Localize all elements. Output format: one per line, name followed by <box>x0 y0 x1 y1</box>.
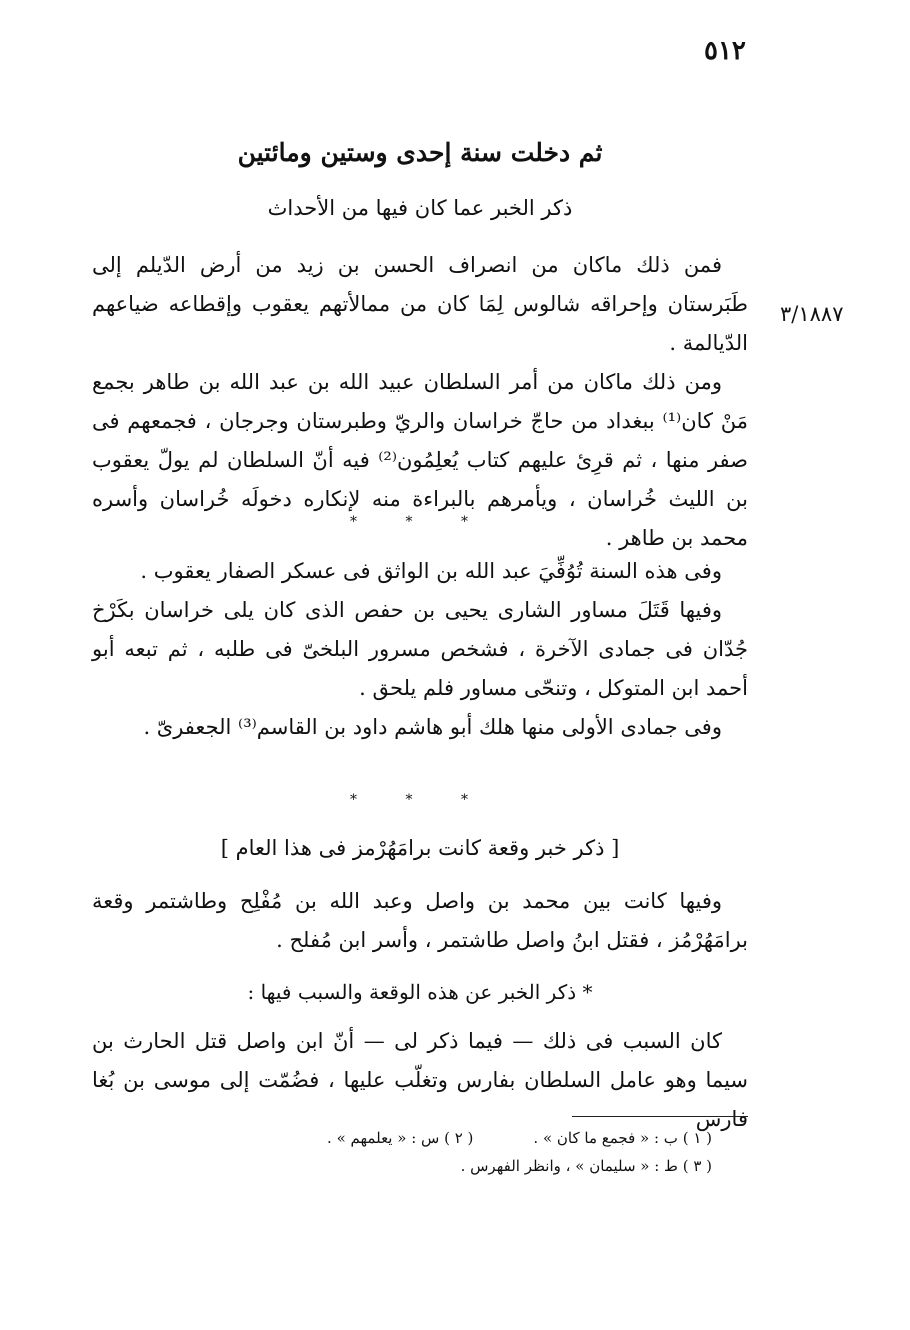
footnote-3: ( ٣ ) ط : « سليمان » ، وانظر الفهرس . <box>460 1157 712 1175</box>
text-section-3 <box>92 882 748 960</box>
reason-heading: * ذكر الخبر عن هذه الوقعة والسبب فيها : <box>247 980 593 1004</box>
footnote-divider <box>572 1116 748 1117</box>
paragraph-4: وفيها قَتَلَ مساور الشارى يحيى بن حفص الذى كان يلى خراسان بكَرْخ جُدّان فى جمادى الآخرة ، فشخص مسرور البلخىّ فى طلبه ، ثم تبعه أبو أحمد ابن المتوكل ، وتنحّى مساور فلم يلحق . <box>92 598 748 700</box>
text-section-2 <box>92 552 748 747</box>
paragraph-7: كان السبب فى ذلك — فيما ذكر لى — أنّ ابن واصل قتل الحارث بن سيما وهو عامل السلطان بفارس وتغلّب عليها ، فضُمّت إلى موسى بن بُغا فارس <box>92 1029 748 1131</box>
footnote-1: ( ١ ) ب : « فجمع ما كان » . <box>533 1129 712 1147</box>
battle-heading: [ ذكر خبر وقعة كانت برامَهُرْمز فى هذا العام ] <box>220 836 620 860</box>
paragraph-6: وفيها كانت بين محمد بن واصل وعبد الله بن مُفْلِح وطاشتمر وقعة برامَهُرْمُز ، فقتل ابنُ واصل طاشتمر ، وأسر ابن مُفلح . <box>92 889 748 952</box>
text-section-1 <box>92 246 748 558</box>
footnote-row-2 <box>92 1152 712 1180</box>
section-separator-2: * * * <box>350 792 490 808</box>
margin-note: ٣/١٨٨٧ <box>780 302 844 326</box>
section-separator-1: * * * <box>350 514 490 530</box>
sub-heading: ذكر الخبر عما كان فيها من الأحداث <box>267 196 573 220</box>
paragraph-2: ومن ذلك ماكان من أمر السلطان عبيد الله بن عبد الله بن طاهر بجمع مَنْ كان⁽¹⁾ ببغداد من حاجّ خراسان والريّ وطبرستان وجرجان ، فجمعهم فى صفر منها ، ثم قرِئ عليهم كتاب يُعلِمُون⁽²⁾ فيه أنّ السلطان لم يولّ يعقوب بن الليث خُراسان ، ويأمرهم بالبراءة منه لإنكاره دخولَه خُراسان وأسره محمد بن طاهر . <box>92 370 749 550</box>
paragraph-5: وفى جمادى الأولى منها هلك أبو هاشم داود بن القاسم⁽³⁾ الجعفرىّ . <box>143 715 722 739</box>
footnotes <box>92 1124 712 1180</box>
page-number: ٥١٢ <box>704 36 746 66</box>
footnote-row-1 <box>92 1124 712 1152</box>
footnote-2: ( ٢ ) س : « يعلمهم » . <box>327 1129 474 1147</box>
text-section-4 <box>92 1022 748 1139</box>
paragraph-1: فمن ذلك ماكان من انصراف الحسن بن زيد من أرض الدّيلم إلى طَبَرستان وإحراقه شالوس لِمَا كان من ممالأتهم يعقوب وإقطاعه ضياعهم الدّيالمة . <box>92 253 748 355</box>
main-heading: ثم دخلت سنة إحدى وستين ومائتين <box>237 138 603 167</box>
paragraph-3: وفى هذه السنة تُوُفِّيَ عبد الله بن الواثق فى عسكر الصفار يعقوب . <box>140 559 722 583</box>
